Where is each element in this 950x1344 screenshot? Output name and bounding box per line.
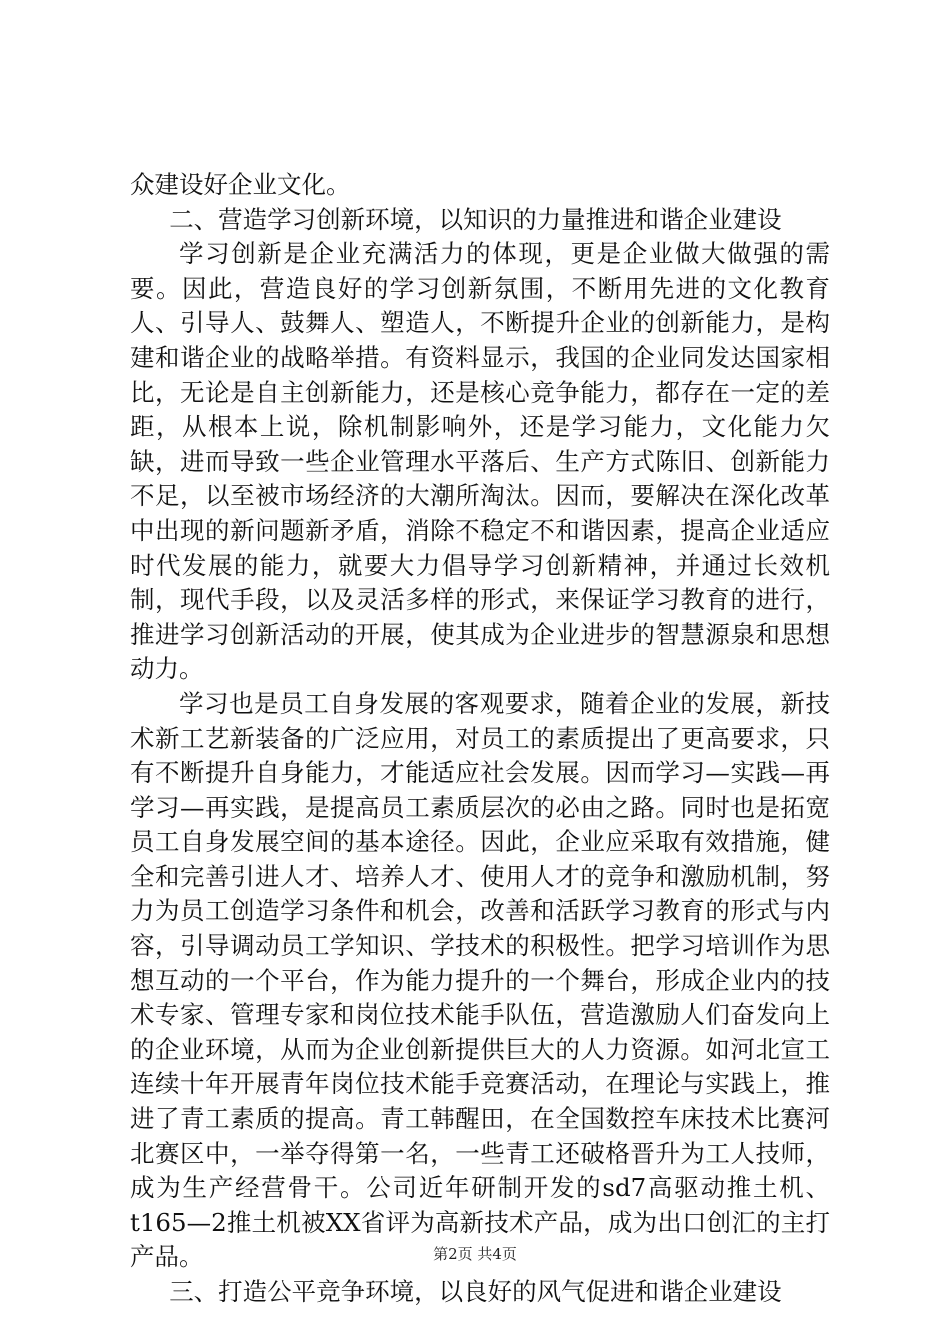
section-heading-2: 二、营造学习创新环境，以知识的力量推进和谐企业建设	[169, 204, 782, 234]
body-paragraph-1: 学习创新是企业充满活力的体现，更是企业做大做强的需要。因此，营造良好的学习创新氛围，不断用先进的文化教育人、引导人、鼓舞人、塑造人，不断提升企业的创新能力，是构建和谐企业的战略举措。有资料显示，我国的企业同发达国家相比，无论是自主创新能力，还是核心竞争能力，都存在一定的差距，从根本上说，除机制影响外，还是学习能力，文化能力欠缺，进而导致一些企业管理水平落后、生产方式陈旧、创新能力不足，以至被市场经济的大潮所淘汰。因而，要解决在深化改革中出现的新问题新矛盾，消除不稳定不和谐因素，提高企业适应时代发展的能力，就要大力倡导学习创新精神，并通过长效机制，现代手段，以及灵活多样的形式，来保证学习教育的进行，推进学习创新活动的开展，使其成为企业进步的智慧源泉和思想动力。	[130, 239, 830, 684]
section-heading-3: 三、打造公平竞争环境，以良好的风气促进和谐企业建设	[169, 1277, 782, 1306]
body-paragraph-2: 学习也是员工自身发展的客观要求，随着企业的发展，新技术新工艺新装备的广泛应用，对员工的素质提出了更高要求，只有不断提升自身能力，才能适应社会发展。因而学习—实践—再学习—再实践，是提高员工素质层次的必由之路。同时也是拓宽员工自身发展空间的基本途径。因此，企业应采取有效措施，健全和完善引进人才、培养人才、使用人才的竞争和激励机制，努力为员工创造学习条件和机会，改善和活跃学习教育的形式与内容，引导调动员工学知识、学技术的积极性。把学习培训作为思想互动的一个平台，作为能力提升的一个舞台，形成企业内的技术专家、管理专家和岗位技术能手队伍，营造激励人们奋发向上的企业环境，从而为企业创新提供巨大的人力资源。如河北宣工连续十年开展青年岗位技术能手竞赛活动，在理论与实践上，推进了青工素质的提高。青工韩醒田，在全国数控车床技术比赛河北赛区中，一举夺得第一名，一些青工还破格晋升为工人技师，成为生产经营骨干。公司近年研制开发的sd7高驱动推土机、t165—2推土机被XX省评为高新技术产品，成为出口创汇的主打产品。	[130, 688, 830, 1272]
document-body	[130, 168, 830, 1310]
opening-line: 众建设好企业文化。	[130, 170, 351, 199]
page-number-footer: 第2页 共4页	[433, 1245, 517, 1263]
